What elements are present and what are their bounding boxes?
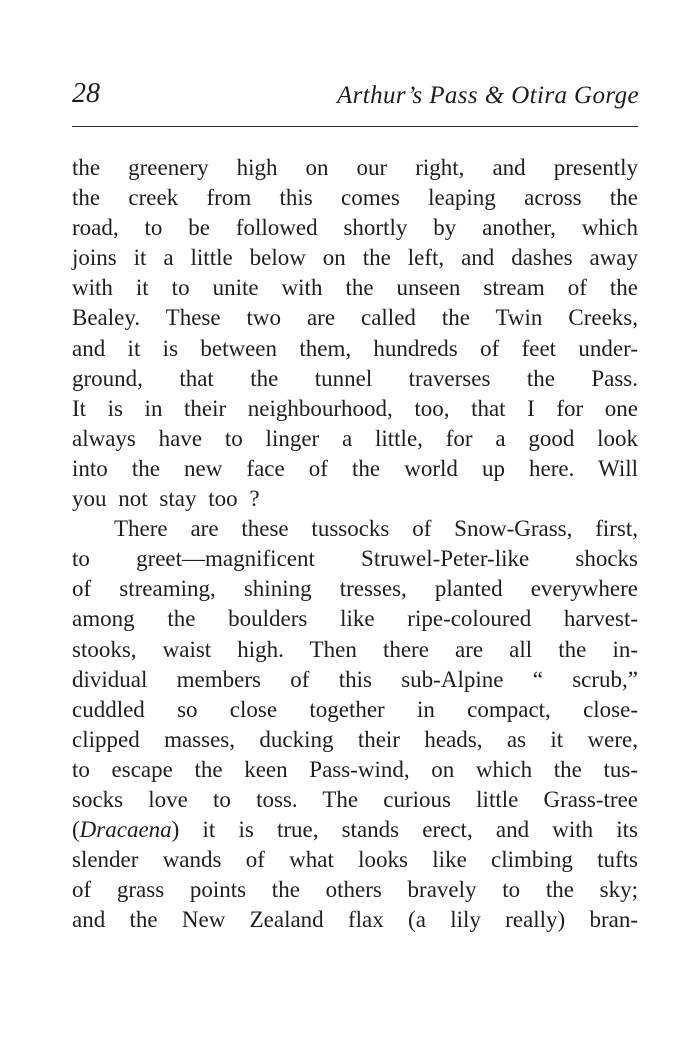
text-line-16: among the boulders like ripe-coloured harvest-: [72, 606, 638, 632]
text-line-11: into the new face of the world up here. Will: [72, 455, 638, 481]
text-line-26: and the New Zealand flax (a lily really) bran-: [72, 907, 638, 933]
text-line-7: and it is between them, hundreds of feet under-: [72, 335, 638, 361]
text-line-2: the creek from this comes leaping across the: [72, 185, 638, 211]
open-paren: (: [72, 817, 80, 843]
text-line-24: slender wands of what looks like climbing tufts: [72, 847, 638, 873]
text-line-9: It is in their neighbourhood, too, that I for one: [72, 395, 638, 421]
page-number: 28: [72, 78, 100, 109]
text-line-6: Bealey. These two are called the Twin Creeks,: [72, 305, 638, 331]
text-line-19: cuddled so close together in compact, close-: [72, 696, 638, 722]
text-line-3: road, to be followed shortly by another, which: [72, 215, 638, 241]
text-line-23-rest: it is true, stands erect, and with its: [202, 817, 639, 843]
italic-term-dracaena: Dracaena: [79, 817, 172, 843]
text-line-18: dividual members of this sub-Alpine “ scrub,”: [72, 666, 638, 692]
text-line-20: clipped masses, ducking their heads, as it were,: [72, 726, 638, 752]
text-line-12: you not stay too ?: [72, 486, 260, 512]
page-header: [72, 76, 639, 116]
text-line-25: of grass points the others bravely to the sky;: [72, 877, 638, 903]
body-text: [72, 153, 638, 935]
text-line-17: stooks, waist high. Then there are all the in-: [72, 636, 638, 662]
text-line-23: [72, 815, 638, 845]
text-line-21: to escape the keen Pass-wind, on which the tus-: [72, 756, 638, 782]
text-line-22: socks love to toss. The curious little Grass-tree: [72, 786, 638, 812]
text-line-8: ground, that the tunnel traverses the Pass.: [72, 365, 638, 391]
text-line-10: always have to linger a little, for a good look: [72, 425, 638, 451]
text-line-14: to greet—magnificent Struwel-Peter-like shocks: [72, 546, 638, 572]
text-line-13: There are these tussocks of Snow-Grass, first,: [114, 516, 638, 542]
text-line-5: with it to unite with the unseen stream of the: [72, 275, 638, 301]
close-paren: ): [171, 817, 180, 843]
text-line-1: the greenery high on our right, and presently: [72, 155, 638, 180]
text-line-15: of streaming, shining tresses, planted everywhere: [72, 576, 638, 602]
text-line-4: joins it a little below on the left, and dashes away: [72, 245, 638, 271]
header-rule: [72, 126, 638, 127]
running-title: Arthur’s Pass & Otira Gorge: [336, 82, 639, 109]
